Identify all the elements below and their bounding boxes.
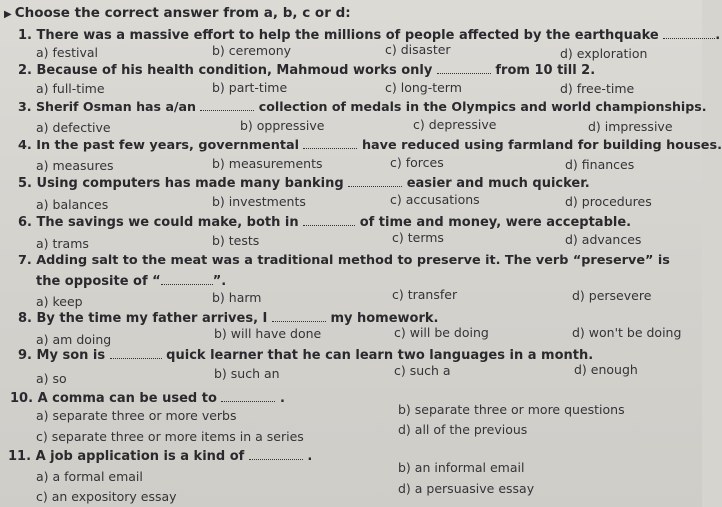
question-1: 1. There was a massive effort to help the millions of people affected by the earthquake . — [18, 28, 721, 43]
option-c[interactable]: c) disaster — [385, 42, 451, 57]
triangle-bullet-icon: ▶ — [4, 9, 12, 20]
option-a[interactable]: a) defective — [36, 120, 111, 135]
option-a[interactable]: a) full-time — [36, 81, 105, 96]
option-d[interactable]: d) impressive — [588, 119, 673, 134]
option-a[interactable]: a) festival — [36, 45, 99, 60]
question-4: 4. In the past few years, governmental have reduced using farmland for building houses. — [18, 138, 722, 153]
option-b[interactable]: b) separate three or more questions — [398, 402, 625, 417]
answer-blank[interactable] — [161, 273, 213, 285]
option-d[interactable]: d) advances — [565, 232, 642, 247]
question-11: 11. A job application is a kind of . — [8, 449, 313, 464]
option-b[interactable]: b) measurements — [212, 156, 323, 171]
option-d[interactable]: d) a persuasive essay — [398, 481, 535, 496]
option-d[interactable]: d) finances — [565, 157, 635, 172]
question-10: 10. A comma can be used to . — [10, 391, 285, 406]
answer-blank[interactable] — [110, 347, 162, 359]
answer-blank[interactable] — [221, 390, 275, 402]
option-b[interactable]: b) ceremony — [212, 43, 292, 58]
answer-blank[interactable] — [663, 27, 715, 39]
question-2: 2. Because of his health condition, Mahmoud works only from 10 till 2. — [18, 63, 596, 78]
answer-blank[interactable] — [437, 62, 491, 74]
question-8: 8. By the time my father arrives, I my homework. — [18, 311, 439, 326]
option-c[interactable]: c) transfer — [392, 287, 458, 302]
option-a[interactable]: a) keep — [36, 294, 83, 309]
option-d[interactable]: d) won't be doing — [572, 325, 682, 340]
question-7-continued: the opposite of “ ”. — [36, 274, 227, 289]
option-a[interactable]: a) a formal email — [36, 469, 143, 484]
option-a[interactable]: a) so — [36, 371, 67, 386]
option-c[interactable]: c) will be doing — [394, 325, 489, 340]
option-d[interactable]: d) all of the previous — [398, 422, 528, 437]
option-c[interactable]: c) forces — [390, 155, 444, 170]
option-b[interactable]: b) an informal email — [398, 460, 525, 475]
option-c[interactable]: c) terms — [392, 230, 444, 245]
answer-blank[interactable] — [200, 99, 254, 111]
option-b[interactable]: b) tests — [212, 233, 260, 248]
option-d[interactable]: d) procedures — [565, 194, 652, 209]
option-a[interactable]: a) measures — [36, 158, 114, 173]
option-b[interactable]: b) harm — [212, 290, 262, 305]
answer-blank[interactable] — [348, 175, 402, 187]
question-3: 3. Sherif Osman has a/an collection of medals in the Olympics and world championships. — [18, 99, 707, 114]
option-a[interactable]: a) separate three or more verbs — [36, 408, 237, 423]
option-d[interactable]: d) exploration — [560, 46, 648, 61]
option-a[interactable]: a) am doing — [36, 332, 112, 347]
question-6: 6. The savings we could make, both in of time and money, were acceptable. — [18, 215, 632, 230]
option-c[interactable]: c) long-term — [385, 80, 462, 95]
option-d[interactable]: d) enough — [574, 362, 638, 377]
answer-blank[interactable] — [303, 214, 355, 226]
option-b[interactable]: b) oppressive — [240, 118, 325, 133]
answer-blank[interactable] — [249, 448, 303, 460]
option-b[interactable]: b) such an — [214, 366, 280, 381]
option-d[interactable]: d) free-time — [560, 81, 635, 96]
option-b[interactable]: b) investments — [212, 194, 306, 209]
option-c[interactable]: c) accusations — [390, 192, 480, 207]
option-b[interactable]: b) part-time — [212, 80, 288, 95]
option-c[interactable]: c) depressive — [413, 117, 497, 132]
option-d[interactable]: d) persevere — [572, 288, 652, 303]
option-b[interactable]: b) will have done — [214, 326, 322, 341]
option-a[interactable]: a) balances — [36, 197, 109, 212]
question-9: 9. My son is quick learner that he can learn two languages in a month. — [18, 348, 594, 363]
question-5: 5. Using computers has made many banking easier and much quicker. — [18, 176, 590, 191]
option-c[interactable]: c) an expository essay — [36, 489, 177, 504]
answer-blank[interactable] — [272, 310, 326, 322]
option-c[interactable]: c) separate three or more items in a series — [36, 429, 304, 444]
option-c[interactable]: c) such a — [394, 363, 451, 378]
instructions-heading: ▶ Choose the correct answer from a, b, c or d: — [4, 5, 351, 21]
question-7: 7. Adding salt to the meat was a traditional method to preserve it. The verb “preserve” is — [18, 253, 670, 268]
option-a[interactable]: a) trams — [36, 236, 89, 251]
answer-blank[interactable] — [303, 137, 357, 149]
